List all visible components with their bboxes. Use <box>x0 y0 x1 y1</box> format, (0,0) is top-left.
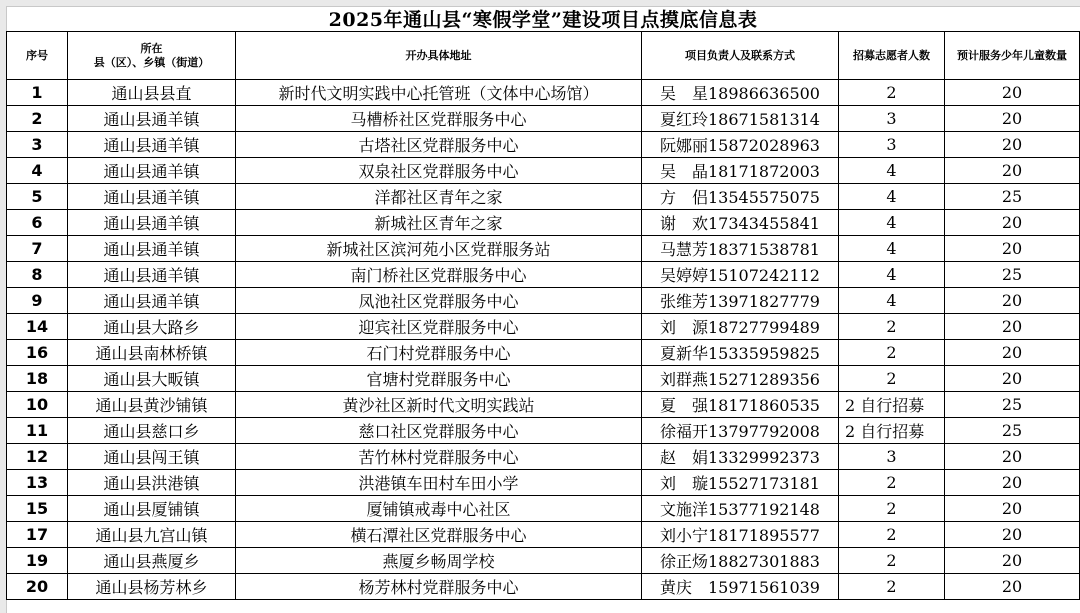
cell-contact[interactable]: 文施洋15377192148 <box>642 496 839 522</box>
header-row <box>7 32 1080 80</box>
cell-volunteers[interactable]: 2 自行招募 <box>839 392 945 418</box>
table-row <box>7 184 1080 210</box>
cell-children[interactable]: 20 <box>945 210 1080 236</box>
cell-children[interactable]: 20 <box>945 574 1080 600</box>
table-row <box>7 314 1080 340</box>
cell-volunteers[interactable]: 4 <box>839 184 945 210</box>
cell-children[interactable]: 20 <box>945 106 1080 132</box>
cell-no[interactable]: 5 <box>7 184 68 210</box>
cell-contact[interactable]: 夏新华15335959825 <box>642 340 839 366</box>
cell-volunteers[interactable]: 3 <box>839 106 945 132</box>
cell-area[interactable]: 通山县慈口乡 <box>68 418 236 444</box>
cell-volunteers[interactable]: 2 <box>839 340 945 366</box>
cell-volunteers[interactable]: 4 <box>839 158 945 184</box>
table-row <box>7 574 1080 600</box>
cell-area[interactable]: 通山县通羊镇 <box>68 236 236 262</box>
cell-contact[interactable]: 刘小宁18171895577 <box>642 522 839 548</box>
cell-contact[interactable]: 方 侣13545575075 <box>642 184 839 210</box>
cell-area[interactable]: 通山县闯王镇 <box>68 444 236 470</box>
cell-no[interactable]: 2 <box>7 106 68 132</box>
cell-address[interactable]: 马槽桥社区党群服务中心 <box>236 106 642 132</box>
cell-children[interactable]: 20 <box>945 80 1080 106</box>
cell-area[interactable]: 通山县通羊镇 <box>68 158 236 184</box>
cell-volunteers[interactable]: 4 <box>839 236 945 262</box>
cell-contact[interactable]: 吴婷婷15107242112 <box>642 262 839 288</box>
table-row <box>7 496 1080 522</box>
cell-volunteers[interactable]: 2 <box>839 470 945 496</box>
header-area-line1: 所在 <box>140 41 163 55</box>
cell-no[interactable]: 7 <box>7 236 68 262</box>
cell-volunteers[interactable]: 2 <box>839 80 945 106</box>
table-row <box>7 470 1080 496</box>
cell-children[interactable]: 20 <box>945 288 1080 314</box>
cell-area[interactable]: 通山县通羊镇 <box>68 262 236 288</box>
cell-no[interactable]: 20 <box>7 574 68 600</box>
cell-contact[interactable]: 张维芳13971827779 <box>642 288 839 314</box>
cell-address[interactable]: 新城社区滨河苑小区党群服务站 <box>236 236 642 262</box>
cell-area[interactable]: 通山县南林桥镇 <box>68 340 236 366</box>
table-row <box>7 340 1080 366</box>
cell-no[interactable]: 8 <box>7 262 68 288</box>
cell-contact[interactable]: 谢 欢17343455841 <box>642 210 839 236</box>
cell-children[interactable]: 25 <box>945 262 1080 288</box>
cell-contact[interactable]: 阮娜丽15872028963 <box>642 132 839 158</box>
cell-address[interactable]: 洋都社区青年之家 <box>236 184 642 210</box>
header-contact[interactable]: 项目负责人及联系方式 <box>642 32 839 80</box>
table-row <box>7 80 1080 106</box>
table-row <box>7 288 1080 314</box>
cell-contact[interactable]: 刘 源18727799489 <box>642 314 839 340</box>
cell-children[interactable]: 20 <box>945 132 1080 158</box>
cell-no[interactable]: 9 <box>7 288 68 314</box>
cell-address[interactable]: 官塘村党群服务中心 <box>236 366 642 392</box>
sheet-title[interactable]: 2025年通山县“寒假学堂”建设项目点摸底信息表 <box>328 9 758 31</box>
cell-address[interactable]: 古塔社区党群服务中心 <box>236 132 642 158</box>
cell-contact[interactable]: 马慧芳18371538781 <box>642 236 839 262</box>
table-row <box>7 418 1080 444</box>
table-row <box>7 548 1080 574</box>
cell-contact[interactable]: 刘 璇15527173181 <box>642 470 839 496</box>
cell-area[interactable]: 通山县通羊镇 <box>68 132 236 158</box>
cell-address[interactable]: 洪港镇车田村车田小学 <box>236 470 642 496</box>
cell-no[interactable]: 11 <box>7 418 68 444</box>
cell-children[interactable]: 20 <box>945 236 1080 262</box>
cell-address[interactable]: 厦铺镇戒毒中心社区 <box>236 496 642 522</box>
cell-contact[interactable]: 吴 晶18171872003 <box>642 158 839 184</box>
cell-area[interactable]: 通山县洪港镇 <box>68 470 236 496</box>
cell-contact[interactable]: 夏红玲18671581314 <box>642 106 839 132</box>
cell-volunteers[interactable]: 2 <box>839 496 945 522</box>
cell-children[interactable]: 20 <box>945 366 1080 392</box>
header-address[interactable]: 开办具体地址 <box>236 32 642 80</box>
cell-volunteers[interactable]: 3 <box>839 444 945 470</box>
header-children[interactable]: 预计服务少年儿童数量 <box>945 32 1080 80</box>
table-row <box>7 158 1080 184</box>
table-row <box>7 132 1080 158</box>
cell-no[interactable]: 17 <box>7 522 68 548</box>
cell-contact[interactable]: 徐正炀18827301883 <box>642 548 839 574</box>
cell-address[interactable]: 新城社区青年之家 <box>236 210 642 236</box>
cell-no[interactable]: 6 <box>7 210 68 236</box>
cell-children[interactable]: 20 <box>945 158 1080 184</box>
cell-area[interactable]: 通山县通羊镇 <box>68 210 236 236</box>
cell-contact[interactable]: 赵 娟13329992373 <box>642 444 839 470</box>
cell-children[interactable]: 25 <box>945 184 1080 210</box>
cell-area[interactable]: 通山县大畈镇 <box>68 366 236 392</box>
header-area-line2: 县（区）、乡镇（街道） <box>93 55 210 69</box>
header-volunteers[interactable]: 招募志愿者人数 <box>839 32 945 80</box>
cell-no[interactable]: 19 <box>7 548 68 574</box>
cell-no[interactable]: 16 <box>7 340 68 366</box>
cell-area[interactable]: 通山县通羊镇 <box>68 288 236 314</box>
cell-contact[interactable]: 刘群燕15271289356 <box>642 366 839 392</box>
cell-address[interactable]: 迎宾社区党群服务中心 <box>236 314 642 340</box>
header-no[interactable]: 序号 <box>7 32 68 80</box>
cell-address[interactable]: 双泉社区党群服务中心 <box>236 158 642 184</box>
table-row <box>7 210 1080 236</box>
cell-no[interactable]: 15 <box>7 496 68 522</box>
cell-contact[interactable]: 黄庆 15971561039 <box>642 574 839 600</box>
cell-volunteers[interactable]: 4 <box>839 210 945 236</box>
cell-address[interactable]: 杨芳林村党群服务中心 <box>236 574 642 600</box>
cell-area[interactable]: 通山县通羊镇 <box>68 106 236 132</box>
table-row <box>7 262 1080 288</box>
cell-children[interactable]: 20 <box>945 470 1080 496</box>
cell-area[interactable]: 通山县县直 <box>68 80 236 106</box>
table-row <box>7 366 1080 392</box>
cell-no[interactable]: 18 <box>7 366 68 392</box>
cell-area[interactable]: 通山县九宫山镇 <box>68 522 236 548</box>
cell-contact[interactable]: 夏 强18171860535 <box>642 392 839 418</box>
cell-volunteers[interactable]: 2 <box>839 522 945 548</box>
cell-contact[interactable]: 徐福开13797792008 <box>642 418 839 444</box>
cell-volunteers[interactable]: 2 <box>839 366 945 392</box>
cell-address[interactable]: 石门村党群服务中心 <box>236 340 642 366</box>
table-row <box>7 106 1080 132</box>
cell-area[interactable]: 通山县通羊镇 <box>68 184 236 210</box>
cell-contact[interactable]: 吴 星18986636500 <box>642 80 839 106</box>
cell-volunteers[interactable]: 2 <box>839 574 945 600</box>
cell-area[interactable]: 通山县黄沙铺镇 <box>68 392 236 418</box>
cell-children[interactable]: 20 <box>945 314 1080 340</box>
cell-address[interactable]: 新时代文明实践中心托管班（文体中心场馆） <box>236 80 642 106</box>
cell-no[interactable]: 12 <box>7 444 68 470</box>
cell-area[interactable]: 通山县大路乡 <box>68 314 236 340</box>
cell-volunteers[interactable]: 2 自行招募 <box>839 418 945 444</box>
cell-volunteers[interactable]: 4 <box>839 288 945 314</box>
cell-volunteers[interactable]: 4 <box>839 262 945 288</box>
cell-children[interactable]: 20 <box>945 340 1080 366</box>
cell-area[interactable]: 通山县燕厦乡 <box>68 548 236 574</box>
cell-no[interactable]: 4 <box>7 158 68 184</box>
cell-address[interactable]: 苦竹林村党群服务中心 <box>236 444 642 470</box>
cell-children[interactable]: 20 <box>945 444 1080 470</box>
cell-children[interactable]: 20 <box>945 496 1080 522</box>
cell-no[interactable]: 1 <box>7 80 68 106</box>
cell-children[interactable]: 25 <box>945 392 1080 418</box>
info-table <box>6 31 1080 600</box>
table-row <box>7 522 1080 548</box>
cell-address[interactable]: 南门桥社区党群服务中心 <box>236 262 642 288</box>
cell-volunteers[interactable]: 3 <box>839 132 945 158</box>
cell-address[interactable]: 慈口社区党群服务中心 <box>236 418 642 444</box>
table-row <box>7 392 1080 418</box>
cell-area[interactable]: 通山县厦铺镇 <box>68 496 236 522</box>
cell-address[interactable]: 燕厦乡畅周学校 <box>236 548 642 574</box>
cell-volunteers[interactable]: 2 <box>839 548 945 574</box>
cell-children[interactable]: 25 <box>945 418 1080 444</box>
cell-children[interactable]: 20 <box>945 522 1080 548</box>
header-area[interactable] <box>68 32 236 80</box>
cell-address[interactable]: 横石潭社区党群服务中心 <box>236 522 642 548</box>
cell-address[interactable]: 凤池社区党群服务中心 <box>236 288 642 314</box>
table-row <box>7 236 1080 262</box>
table-row <box>7 444 1080 470</box>
cell-area[interactable]: 通山县杨芳林乡 <box>68 574 236 600</box>
cell-children[interactable]: 20 <box>945 548 1080 574</box>
cell-no[interactable]: 3 <box>7 132 68 158</box>
cell-address[interactable]: 黄沙社区新时代文明实践站 <box>236 392 642 418</box>
cell-no[interactable]: 10 <box>7 392 68 418</box>
cell-no[interactable]: 14 <box>7 314 68 340</box>
cell-no[interactable]: 13 <box>7 470 68 496</box>
cell-volunteers[interactable]: 2 <box>839 314 945 340</box>
